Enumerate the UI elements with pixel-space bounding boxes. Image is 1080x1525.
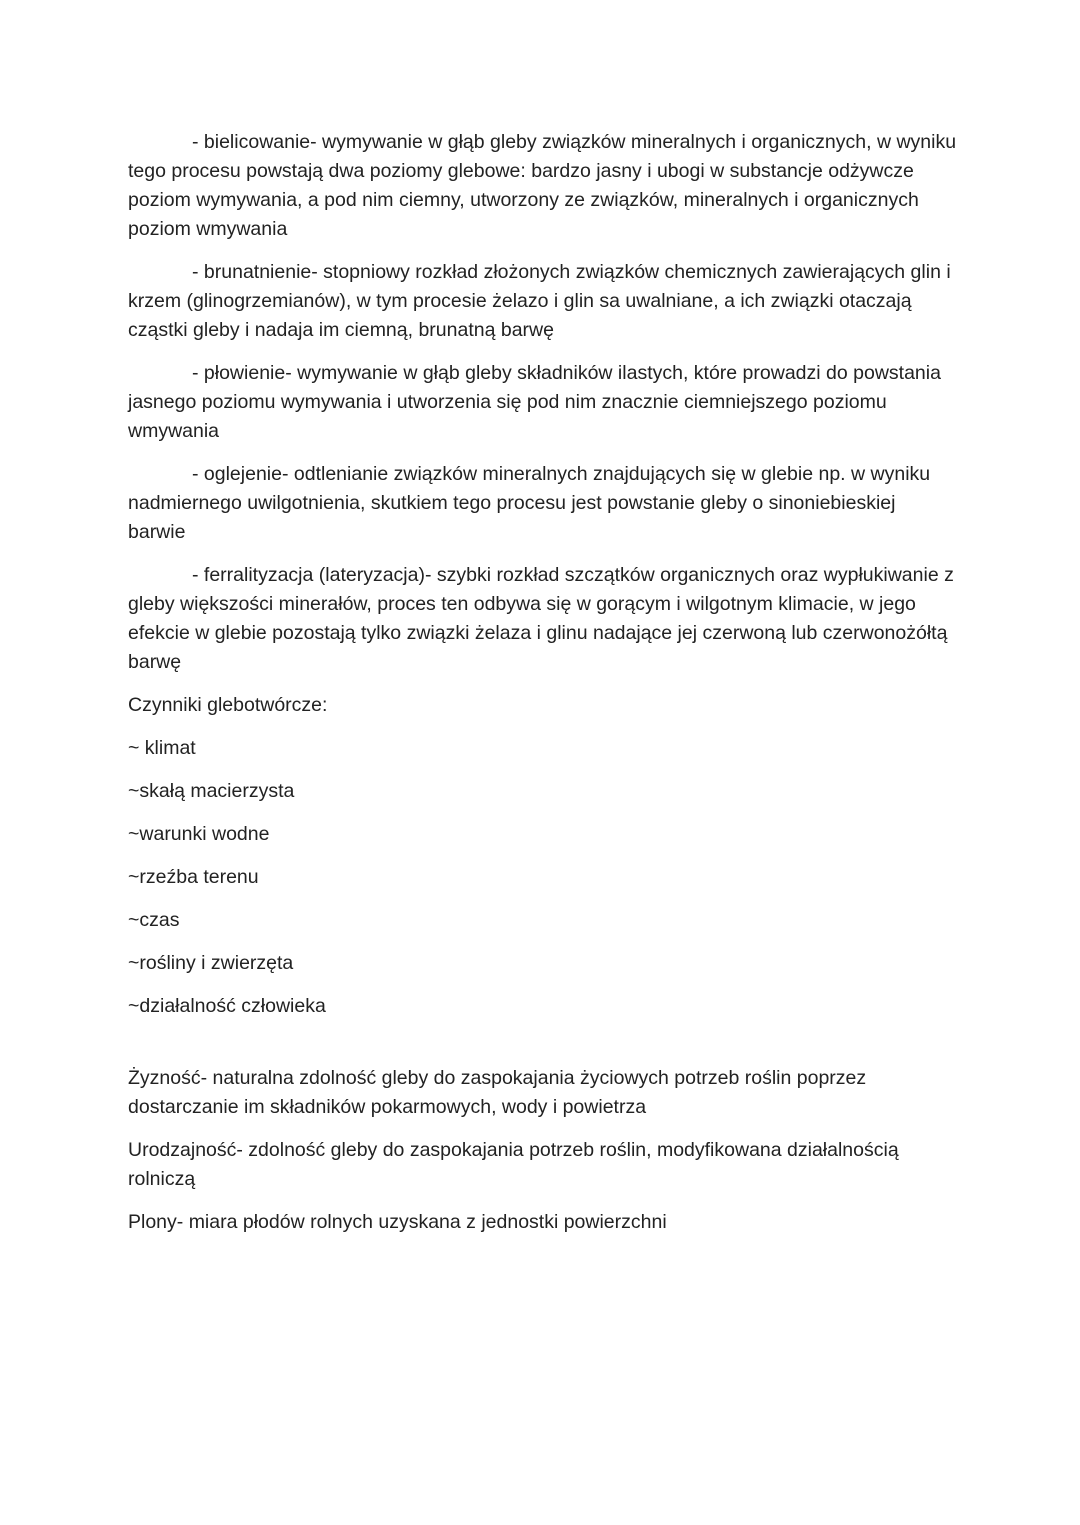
- process-bielicowanie: - bielicowanie- wymywanie w głąb gleby związków mineralnych i organicznych, w wyniku tego procesu powstają dwa poziomy glebowe: bardzo jasny i ubogi w substancje odżywcze poziom wymywania, a pod nim ciemny, utworzony ze związków, mineralnych i organicznych poziom wmywania: [128, 131, 957, 240]
- factors-heading: Czynniki glebotwórcze:: [128, 694, 328, 716]
- definition-plony: Plony- miara płodów rolnych uzyskana z jednostki powierzchni: [128, 1211, 667, 1233]
- factor-item: ~czas: [128, 909, 180, 931]
- process-oglejenie: - oglejenie- odtlenianie związków mineralnych znajdujących się w glebie np. w wyniku nadmiernego uwilgotnienia, skutkiem tego procesu jest powstanie gleby o sinoniebieskiej barwie: [128, 463, 931, 543]
- factor-item: ~warunki wodne: [128, 823, 270, 845]
- factor-item: ~rośliny i zwierzęta: [128, 952, 294, 974]
- process-ferralityzacja: - ferralityzacja (lateryzacja)- szybki rozkład szczątków organicznych oraz wypłukiwanie z gleby większości minerałów, proces ten odbywa się w gorącym i wilgotnym klimacie, w jego efekcie w glebie pozostają tylko związki żelaza i glinu nadające jej czerwoną lub czerwonożółtą barwę: [128, 564, 954, 673]
- factor-item: ~skałą macierzysta: [128, 780, 295, 802]
- factor-item: ~działalność człowieka: [128, 995, 326, 1017]
- definition-urodzajnosc: Urodzajność- zdolność gleby do zaspokajania potrzeb roślin, modyfikowana działalnością rolniczą: [128, 1139, 899, 1190]
- factor-item: ~ klimat: [128, 737, 196, 759]
- document-page: [128, 128, 958, 1251]
- factor-item: ~rzeźba terenu: [128, 866, 259, 888]
- definition-zyznosc: Żyzność- naturalna zdolność gleby do zaspokajania życiowych potrzeb roślin poprzez dostarczanie im składników pokarmowych, wody i powietrza: [128, 1067, 867, 1118]
- process-plowienie: - płowienie- wymywanie w głąb gleby składników ilastych, które prowadzi do powstania jasnego poziomu wymywania i utworzenia się pod nim znacznie ciemniejszego poziomu wmywania: [128, 362, 941, 442]
- process-brunatnienie: - brunatnienie- stopniowy rozkład złożonych związków chemicznych zawierających glin i krzem (glinogrzemianów), w tym procesie żelazo i glin sa uwalniane, a ich związki otaczają cząstki gleby i nadaja im ciemną, brunatną barwę: [128, 261, 951, 341]
- section-spacer: [128, 1035, 958, 1064]
